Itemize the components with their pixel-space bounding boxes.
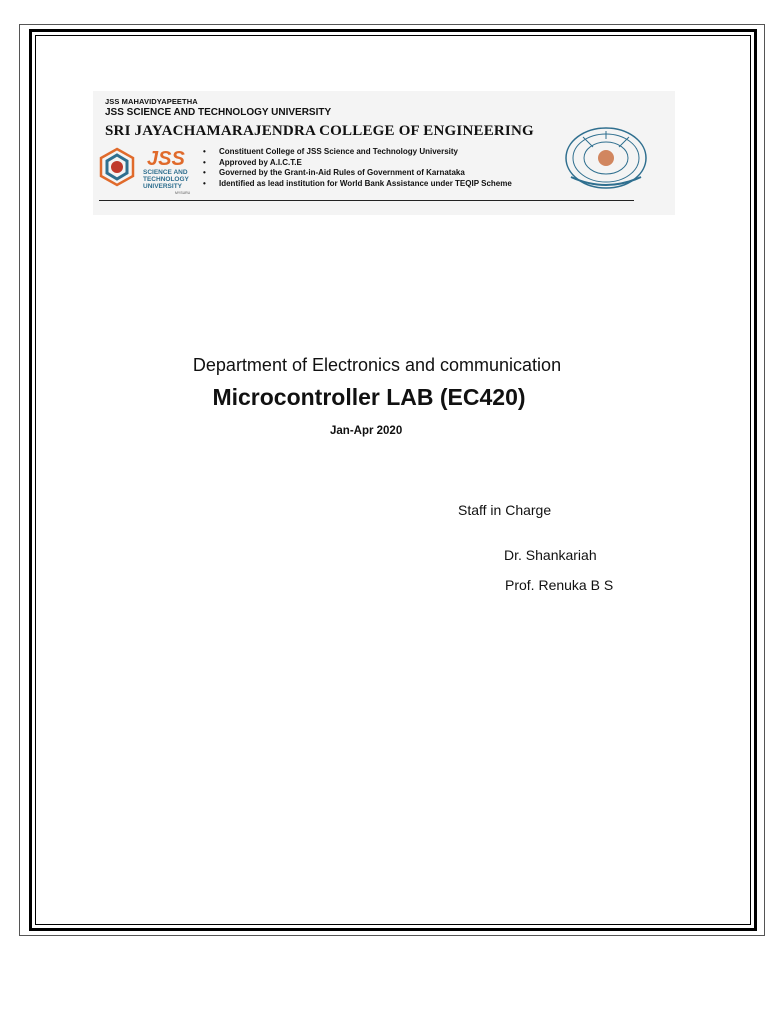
college-name: SRI JAYACHAMARAJENDRA COLLEGE OF ENGINEERING — [105, 123, 534, 139]
university-name: JSS SCIENCE AND TECHNOLOGY UNIVERSITY — [105, 107, 332, 118]
course-title: Microcontroller LAB (EC420) — [212, 384, 526, 410]
staff-name: Prof. Renuka B S — [505, 577, 614, 593]
jss-university-logo-icon — [93, 143, 205, 203]
letterhead-bullet: • Governed by the Grant-in-Aid Rules of Government of Karnataka — [203, 168, 512, 179]
department-name: Department of Electronics and communication — [192, 355, 562, 375]
logo-brand-text: JSS — [147, 148, 185, 170]
college-seal-icon — [563, 125, 649, 191]
parent-org: JSS MAHAVIDYAPEETHA — [105, 97, 198, 106]
letterhead-bullet: • Constituent College of JSS Science and Technology University — [203, 147, 512, 158]
logo-line-4: MYSURU — [175, 191, 191, 195]
logo-line-3: UNIVERSITY — [143, 183, 183, 190]
logo-line-1: SCIENCE AND — [143, 169, 188, 176]
letterhead — [93, 91, 675, 215]
letterhead-bullet: • Identified as lead institution for World Bank Assistance under TEQIP Scheme — [203, 179, 512, 190]
staff-name: Dr. Shankariah — [504, 547, 597, 563]
term-dates: Jan-Apr 2020 — [330, 425, 403, 437]
letterhead-bullet-list — [203, 147, 512, 189]
letterhead-bullet: • Approved by A.I.C.T.E — [203, 158, 512, 169]
letterhead-divider — [99, 200, 634, 201]
logo-line-2: TECHNOLOGY — [143, 176, 189, 183]
staff-in-charge-label: Staff in Charge — [458, 502, 552, 518]
